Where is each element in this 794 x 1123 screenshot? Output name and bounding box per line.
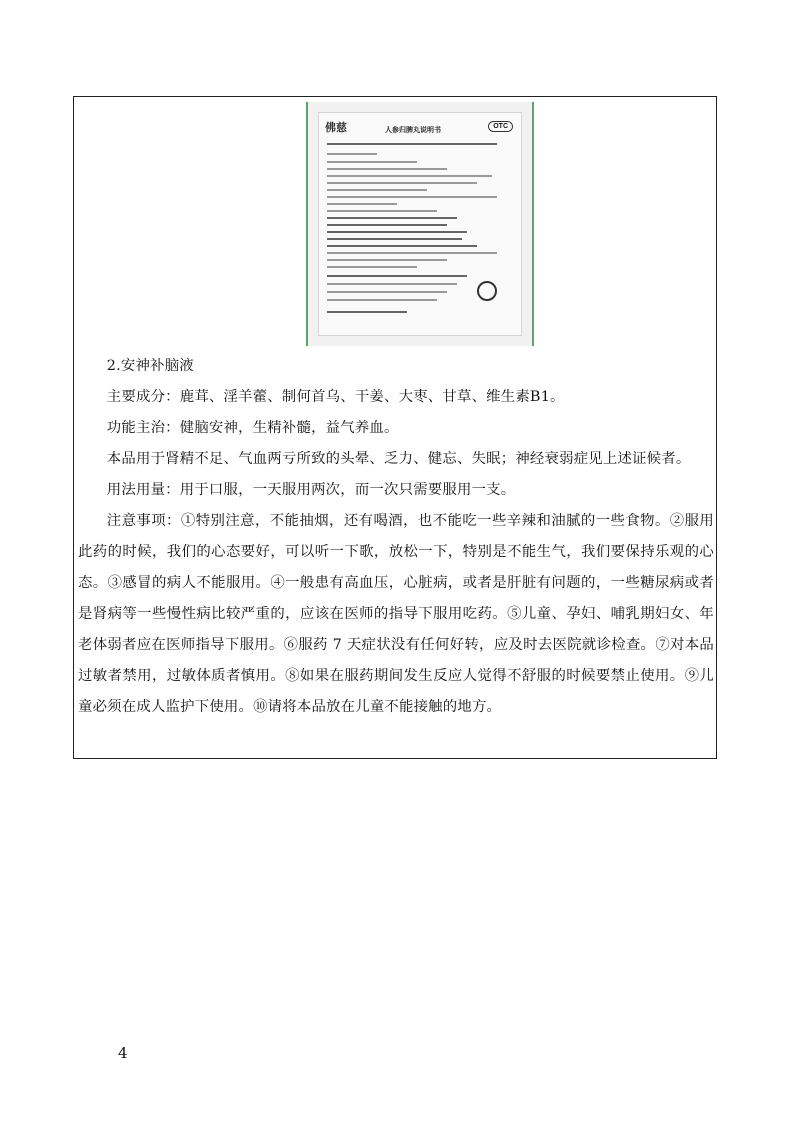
dosage-paragraph: 用法用量：用于口服，一天服用两次，而一次只需要服用一支。 [106, 482, 516, 498]
alarm-clock-icon [477, 281, 497, 301]
section-heading: 2.安神补脑液 [106, 358, 194, 374]
leaflet-text-line [327, 210, 437, 212]
leaflet-brand-logo: 佛慈 [325, 121, 347, 134]
leaflet-text-line [327, 245, 477, 247]
leaflet-sheet [318, 112, 522, 336]
leaflet-text-line [327, 283, 457, 285]
leaflet-text-line [327, 224, 447, 226]
leaflet-text-line [327, 238, 462, 240]
indications-paragraph: 功能主治：健脑安神，生精补髓，益气养血。 [106, 420, 399, 436]
leaflet-text-line [327, 266, 417, 268]
leaflet-text-line [327, 252, 497, 254]
instruction-leaflet-photo [306, 102, 534, 346]
leaflet-text-line [327, 299, 437, 301]
precautions-paragraph: 注意事项：①特别注意，不能抽烟，还有喝酒，也不能吃一些辛辣和油腻的一些食物。②服用此药的时候，我们的心态要好，可以听一下歌，放松一下，特别是不能生气，我们要保持乐观的心态。③感冒的病人不能服用。④一般患有高血压，心脏病，或者是肝脏有问题的，一些糖尿病或者是肾病等一些慢性病比较严重的，应该在医师的指导下服用吃药。⑤儿童、孕妇、哺乳期妇女、年老体弱者应在医师指导下服用。⑥服药 7 天症状没有任何好转，应及时去医院就诊检查。⑦对本品过敏者禁用，过敏体质者慎用。⑧如果在服药期间发生反应人觉得不舒服的时候要禁止使用。⑨儿童必须在成人监护下使用。⑩请将本品放在儿童不能接触的地方。 [78, 513, 714, 715]
leaflet-text-line [327, 189, 427, 191]
leaflet-text-line [327, 153, 377, 155]
otc-badge: OTC [488, 121, 513, 132]
content-box [73, 96, 717, 759]
leaflet-text-line [327, 182, 477, 184]
medicine-description [78, 351, 714, 723]
leaflet-text-line [327, 259, 447, 261]
page-number: 4 [118, 1044, 128, 1062]
leaflet-text-line [327, 161, 417, 163]
leaflet-text-line [327, 217, 457, 219]
usage-scope-paragraph: 本品用于肾精不足、气血两亏所致的头晕、乏力、健忘、失眠；神经衰弱症见上述证候者。 [106, 451, 691, 467]
ingredients-paragraph: 主要成分：鹿茸、淫羊藿、制何首乌、干姜、大枣、甘草、维生素B1。 [106, 389, 565, 405]
leaflet-text-line [327, 196, 497, 198]
leaflet-text-line [327, 275, 467, 277]
leaflet-text-line [327, 311, 407, 313]
leaflet-text-line [327, 175, 492, 177]
leaflet-text-line [327, 168, 447, 170]
leaflet-text-line [327, 203, 397, 205]
leaflet-title: 人参归脾丸说明书 [385, 125, 441, 134]
leaflet-text-line [327, 143, 497, 145]
leaflet-text-line [327, 231, 467, 233]
leaflet-text-line [327, 291, 447, 293]
